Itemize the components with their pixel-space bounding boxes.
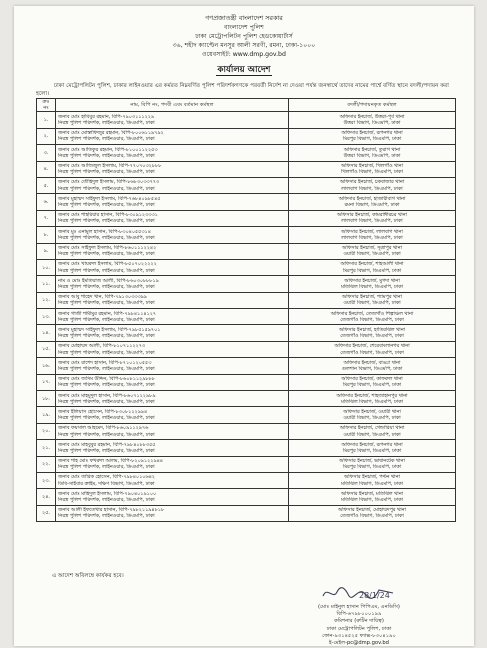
posting-division: মতিঝিল বিভাগ, ডিএমপি, ঢাকা	[341, 497, 403, 504]
table-row	[37, 292, 456, 308]
table-row	[37, 194, 456, 210]
row-officer	[56, 423, 289, 439]
row-new-posting	[289, 227, 456, 243]
table-row	[37, 276, 456, 292]
officer-current-post: নিরস্ত্র পুলিশ পরিদর্শক, লাইনওয়ার, ডিএমপি, ঢাকা	[58, 365, 155, 372]
officer-name: জনাব মোঃ আজিজুল ইসলাম, বিপি-৭৭০৭০৩২৮৮৮	[58, 163, 162, 170]
row-officer	[56, 374, 289, 390]
row-new-posting	[289, 325, 456, 341]
posting-station: অফিসার ইনচার্জ, ওয়ারী থানা	[343, 408, 401, 415]
row-serial: ১৫.	[37, 341, 56, 357]
intro-paragraph: ঢাকা মেট্রোপলিটন পুলিশ, ঢাকার লাইনওয়ার এর কর্মরত নিম্নবর্ণিত পুলিশ পরিদর্শকগণকে পরবর্তী নির্দেশ না দেওয়া পর্যন্ত জনস্বার্থে তাদের নামের পার্শ্বে বর্ণিত স্থানে বদলী/পদায়ন করা হলো।	[36, 83, 449, 97]
address-line: ৩৬, শহীদ ক্যাপ্টেন মনসুর আলী সরণী, রমনা, ঢাকা-১০০০	[172, 42, 316, 49]
row-new-posting	[289, 489, 456, 505]
table-row	[37, 259, 456, 275]
posting-station: অফিসার ইনচার্জ, খিলগাঁও থানা	[340, 163, 404, 170]
row-serial: ১৬.	[37, 358, 56, 374]
posting-division: খিলগাঁও বিভাগ, ডিএমপি, ঢাকা	[341, 169, 403, 176]
row-officer	[56, 325, 289, 341]
officer-name: জনাব মোঃ হাবিবুর রহমান, বিপি-৭৯০৩১১১২২৯	[58, 113, 155, 120]
signature-image	[319, 584, 399, 604]
col-serial: ক্রঃ নং	[37, 99, 56, 112]
row-new-posting	[289, 194, 456, 210]
row-officer	[56, 128, 289, 144]
row-officer	[56, 407, 289, 423]
signatory-bp: বিপি-৬৭৯৮০০০১৯৯	[336, 611, 382, 618]
table-body	[37, 112, 456, 522]
signature-block	[284, 584, 434, 647]
posting-station: অফিসার ইনচার্জ, হাজারীবাগ থানা	[338, 195, 406, 202]
officer-name: জনাব মোঃ তৌহিদুল ইসলাম, বিপি-৮৬৮৩০৩৩৭৭৩	[58, 179, 160, 186]
row-new-posting	[289, 407, 456, 423]
row-serial: ৮.	[37, 227, 56, 243]
officer-current-post: নিরস্ত্র পুলিশ পরিদর্শক, লাইনওয়ার, ডিএমপি, ঢাকা	[58, 415, 155, 422]
row-serial: ৯.	[37, 243, 56, 259]
officer-current-post: নিরস্ত্র পুলিশ পরিদর্শক, লাইনওয়ার, ডিএমপি, ঢাকা	[58, 251, 155, 258]
posting-division: রমনা বিভাগ, ডিএমপি, ঢাকা	[344, 202, 400, 209]
posting-division: গুলশান বিভাগ, ডিএমপি, ঢাকা	[341, 365, 403, 372]
officer-current-post: নিরস্ত্র পুলিশ পরিদর্শক, লাইনওয়ার, ডিএমপি, ঢাকা	[58, 447, 155, 454]
posting-division: মিরপুর বিভাগ, ডিএমপি, ঢাকা	[342, 447, 402, 454]
officer-current-post: নিরস্ত্র পুলিশ পরিদর্শক, লাইনওয়ার, ডিএমপি, ঢাকা	[58, 284, 155, 290]
posting-station: অফিসার ইনচার্জ, শাহজাহানপুর থানা	[336, 392, 408, 399]
row-officer	[56, 227, 289, 243]
posting-division: মিরপুর বিভাগ, ডিএমপি, ঢাকা	[342, 267, 402, 274]
posting-station: অফিসার ইনচার্জ, লালবাগ থানা	[341, 228, 403, 235]
officer-current-post: নিরস্ত্র পুলিশ পরিদর্শক, লাইনওয়ার, ডিএমপি, ঢাকা	[58, 382, 155, 389]
table-header-row	[37, 99, 456, 112]
signatory-phone: ফোন-৯৩১৪৫২৫ ফ্যাক্স-৮৩০৪১৯০	[322, 632, 396, 639]
officer-name: জনাব ফয়সাল আহমেদ, বিপি-৮৬০৯১১২৯৭৬	[58, 425, 149, 432]
officer-name: জনাব শাহ মোঃ ফখরুল আলম, বিপি-৮২০৯১২২৯৪৪	[58, 458, 163, 465]
row-serial: ২৪.	[37, 489, 56, 505]
posting-division: তেজগাঁও বিভাগ, ডিএমপি, ঢাকা	[340, 316, 404, 323]
posting-station: অফিসার ইনচার্জ, গেন্ডারিয়া থানা	[339, 425, 405, 432]
row-new-posting	[289, 276, 456, 292]
row-officer	[56, 440, 289, 456]
table-row	[37, 505, 456, 521]
row-officer	[56, 161, 289, 177]
police-line: বাংলাদেশ পুলিশ	[224, 24, 264, 31]
posting-station: অফিসার ইনচার্জ, বাড্ডা থানা	[343, 359, 401, 366]
posting-station: অফিসার ইনচার্জ, সূত্রাপুর থানা	[342, 245, 402, 252]
order-title: কার্যালয় আদেশ	[217, 65, 271, 75]
row-serial: ১৩.	[37, 309, 56, 325]
posting-station: অফিসার ইনচার্জ, রূপনগর থানা	[341, 441, 403, 448]
posting-division: লালবাগ বিভাগ, ডিএমপি, ঢাকা	[341, 234, 403, 241]
officer-current-post: নিরস্ত্র পুলিশ পরিদর্শক, লাইনওয়ার, ডিএমপি, ঢাকা	[58, 202, 155, 209]
row-officer	[56, 309, 289, 325]
table-row	[37, 407, 456, 423]
posting-division: মতিঝিল বিভাগ, ডিএমপি, ঢাকা	[341, 480, 403, 487]
officer-name: জনাব মোঃ রাশেদ হাসান, বিপি-৮৭১০১২০৫৫৩	[58, 359, 152, 366]
row-new-posting	[289, 391, 456, 407]
posting-station: অফিসার ইনচার্জ, উত্তরা-পূর্ব থানা	[339, 113, 405, 120]
officer-name: জনাব মোঃ মাহমুদুল হাসান, বিপি-৮৬০৭১২২৯৮৯	[58, 392, 156, 399]
table-row	[37, 161, 456, 177]
table-row	[37, 177, 456, 193]
posting-division: মতিঝিল বিভাগ, ডিএমপি, ঢাকা	[341, 398, 403, 405]
officer-name: জনাব মুহাম্মদ সাইফুল ইসলাম, বিপি-৭৬৮৪০৯৮৫৪৫	[58, 195, 161, 202]
officer-current-post: নিরস্ত্র পুলিশ পরিদর্শক, লাইনওয়ার, ডিএমপি, ঢাকা	[58, 398, 155, 405]
row-new-posting	[289, 473, 456, 489]
row-officer	[56, 391, 289, 407]
row-new-posting	[289, 112, 456, 128]
row-officer	[56, 145, 289, 161]
officer-name: জনাব মোহাম্মদ আলী, বিপি-৮১০৭১১২২৭৩	[58, 343, 146, 350]
website-line: ওয়েবসাইট: www.dmp.gov.bd	[202, 51, 286, 58]
posting-division: তেজগাঁও বিভাগ, ডিএমপি, ঢাকা	[340, 513, 404, 520]
posting-division: ওয়ারী বিভাগ, ডিএমপি, ঢাকা	[343, 431, 401, 438]
posting-station: অফিসার ইনচার্জ, কাফরুল থানা	[341, 376, 403, 383]
row-new-posting	[289, 374, 456, 390]
row-serial: ৪.	[37, 161, 56, 177]
signatory-designation: কমিশনার (রুটিন দায়িত্ব)	[334, 618, 384, 625]
officer-current-post: নিরস্ত্র পুলিশ পরিদর্শক, লাইনওয়ার, ডিএমপি, ঢাকা	[58, 349, 155, 356]
officer-name: জনাব আলী ইফতেখার হাসান, বিপি-৭৯৮২১১৯৪৮১৮	[58, 507, 165, 514]
officer-name: জনাব গাজী শামীমুর রহমান, বিপি-৭৯৮৪১১৪১২৭	[58, 310, 157, 317]
table-row	[37, 227, 456, 243]
row-officer	[56, 276, 289, 292]
posting-station: অফিসার ইনচার্জ, শাহআলী থানা	[340, 261, 404, 268]
row-new-posting	[289, 309, 456, 325]
table-row	[37, 341, 456, 357]
posting-division: লালবাগ বিভাগ, ডিএমপি, ঢাকা	[341, 218, 403, 225]
officer-current-post: নিরস্ত্র পুলিশ পরিদর্শক, লাইনওয়ার, ডিএমপি, ঢাকা	[58, 136, 155, 143]
row-officer	[56, 473, 289, 489]
posting-station: অফিসার ইনচার্জ, শেরেবাংলানগর থানা	[334, 343, 410, 350]
signature-date: 28/1/24	[359, 591, 390, 600]
row-new-posting	[289, 177, 456, 193]
hq-line: ঢাকা মেট্রোপলিটন পুলিশ হেডকোয়ার্টার্স	[195, 33, 293, 40]
row-officer	[56, 505, 289, 521]
officer-name: জনাব মোঃ মাহিদুল ইসলাম, বিপি-৭৯০৪০১৯১০০	[58, 490, 157, 497]
officer-name: নাম ও মোঃ ইমতিয়াজ আলী, বিপি-৮৬০৩০৮৮৮১৯	[58, 277, 159, 284]
signatory-email: ই-মেইল-pc@dmp.gov.bd	[329, 640, 389, 647]
posting-station: অফিসার ইনচার্জ, ভাষানটেক থানা	[339, 458, 405, 465]
officer-current-post: নিরস্ত্র পুলিশ পরিদর্শক, লাইনওয়ার, ডিএমপি, ঢাকা	[58, 267, 155, 274]
posting-division: মিরপুর বিভাগ, ডিএমপি, ঢাকা	[342, 464, 402, 471]
officer-current-post: নিরস্ত্র পুলিশ পরিদর্শক, লাইনওয়ার, ডিএমপি, ঢাকা	[58, 464, 155, 471]
row-serial: ১৯.	[37, 407, 56, 423]
row-serial: ২৫.	[37, 505, 56, 521]
row-officer	[56, 292, 289, 308]
row-officer	[56, 259, 289, 275]
row-serial: ১০.	[37, 259, 56, 275]
row-new-posting	[289, 456, 456, 472]
row-serial: ৭.	[37, 210, 56, 226]
row-serial: ১.	[37, 112, 56, 128]
table-row	[37, 112, 456, 128]
officer-current-post: ডিবি-সাইবার ক্রাইম, দক্ষিণ বিভাগ, ডিএমপি, ঢাকা	[58, 480, 155, 487]
row-new-posting	[289, 259, 456, 275]
table-row	[37, 128, 456, 144]
posting-division: মিরপুর বিভাগ, ডিএমপি, ঢাকা	[342, 382, 402, 389]
row-serial: ২১.	[37, 440, 56, 456]
row-serial: ২৩.	[37, 473, 56, 489]
posting-station: অফিসার ইনচার্জ, রূপনগর থানা	[341, 130, 403, 137]
col-name: নাম, বিপি নং, পদবী এবং বর্তমান কর্মস্থল	[56, 99, 289, 112]
officer-name: জনাব মোঃ শাহরিয়ার হাসান, বিপি-৮৩০৯১২৩৩৩১	[58, 212, 158, 219]
table-row	[37, 423, 456, 439]
table-row	[37, 440, 456, 456]
officer-current-post: নিরস্ত্র পুলিশ পরিদর্শক, লাইনওয়ার, ডিএমপি, ঢাকা	[58, 300, 155, 307]
posting-division: উত্তরা বিভাগ, ডিএমপি, ঢাকা	[343, 152, 401, 159]
row-new-posting	[289, 358, 456, 374]
officer-name: জনাব মোঃ তারিক হোসেন, বিপি-৭৯৮৪০১০৬৪২	[58, 474, 155, 481]
footer-note: এ আদেশ অবিলম্বে কার্যকর হবে।	[52, 573, 124, 579]
document-page	[14, 6, 474, 646]
row-new-posting	[289, 292, 456, 308]
posting-station: অফিসার ইনচার্জ, চকবাজার থানা	[339, 179, 405, 186]
officer-current-post: নিরস্ত্র পুলিশ পরিদর্শক, লাইনওয়ার, ডিএমপি, ঢাকা	[58, 513, 155, 520]
posting-station: অফিসার ইনচার্জ, তুরাগ থানা	[343, 146, 401, 153]
posting-division: ওয়ারী বিভাগ, ডিএমপি, ঢাকা	[343, 300, 401, 307]
row-new-posting	[289, 128, 456, 144]
row-officer	[56, 341, 289, 357]
officer-current-post: নিরস্ত্র পুলিশ পরিদর্শক, লাইনওয়ার, ডিএমপি, ঢাকা	[58, 316, 155, 323]
row-new-posting	[289, 243, 456, 259]
row-serial: ১২.	[37, 292, 56, 308]
govt-line: গণপ্রজাতন্ত্রী বাংলাদেশ সরকার	[205, 14, 283, 22]
table-row	[37, 210, 456, 226]
posting-station: অফিসার ইনচার্জ, শ্যামপুর থানা	[341, 294, 403, 301]
officer-name: জনাব মোঃ মাহবুবুর রহমান, বিপি-৭৯৮৪০৮৮৩৫৫	[58, 441, 156, 448]
table-row	[37, 145, 456, 161]
row-new-posting	[289, 505, 456, 521]
officer-current-post: নিরস্ত্র পুলিশ পরিদর্শক, লাইনওয়ার, ডিএমপি, ঢাকা	[58, 185, 155, 192]
officer-current-post: নিরস্ত্র পুলিশ পরিদর্শক, লাইনওয়ার, ডিএমপি, ঢাকা	[58, 152, 155, 159]
table-row	[37, 309, 456, 325]
officer-name: জনাব আবু শাহেদ খান, বিপি-৭৯১৩০৩৩৩৯৯	[58, 294, 147, 301]
officer-current-post: নিরস্ত্র পুলিশ পরিদর্শক, লাইনওয়ার, ডিএমপি, ঢাকা	[58, 218, 155, 225]
posting-division: ওয়ারী বিভাগ, ডিএমপি, ঢাকা	[343, 415, 401, 422]
posting-station: অফিসার ইনচার্জ, কামরাঙ্গীরচর থানা	[337, 212, 407, 219]
posting-division: মিরপুর বিভাগ, ডিএমপি, ঢাকা	[342, 136, 402, 143]
posting-station: অফিসার ইনচার্জ, পল্টন থানা	[344, 474, 400, 481]
table-row	[37, 325, 456, 341]
col-posting: বদলী/পদায়নকৃত কর্মস্থল	[289, 99, 456, 112]
posting-division: লালবাগ বিভাগ, ডিএমপি, ঢাকা	[341, 185, 403, 192]
transfer-table	[36, 98, 456, 522]
officer-name: জনাব মোঃ মোস্তাফিজুর রহমান, বিপি-৮০০৬১১৯৭৯২	[58, 130, 164, 137]
officer-name: জনাব ইলিয়াস হোসেন, বিপি-৮৩০৮১২২৯৯৪	[58, 408, 148, 415]
posting-division: মতিঝিল বিভাগ, ডিএমপি, ঢাকা	[341, 284, 403, 290]
table-row	[37, 489, 456, 505]
posting-division: তেজগাঁও বিভাগ, ডিএমপি, ঢাকা	[340, 349, 404, 356]
row-serial: ১৪.	[37, 325, 56, 341]
table-row	[37, 358, 456, 374]
officer-current-post: নিরস্ত্র পুলিশ পরিদর্শক, লাইনওয়ার, ডিএমপি, ঢাকা	[58, 497, 155, 504]
officer-name: জনাব মোঃ জসিম উদ্দিন, বিপি-৮৬০৮১১২৯৮৮৮	[58, 376, 155, 383]
table-row	[37, 473, 456, 489]
row-new-posting	[289, 161, 456, 177]
row-new-posting	[289, 341, 456, 357]
posting-station: অফিসার ইনচার্জ, মতিঝিল থানা	[340, 490, 404, 497]
table-row	[37, 391, 456, 407]
row-officer	[56, 177, 289, 193]
row-serial: ৬.	[37, 194, 56, 210]
posting-division: উত্তরা বিভাগ, ডিএমপি, ঢাকা	[343, 120, 401, 127]
officer-current-post: নিরস্ত্র পুলিশ পরিদর্শক, লাইনওয়ার, ডিএমপি, ঢাকা	[58, 120, 155, 127]
posting-station: অফিসার ইনচার্জ, তেজগাঁও শিল্পাঞ্চল থানা	[330, 310, 414, 317]
row-officer	[56, 489, 289, 505]
officer-name: জনাব মুহাম্মদ সাইফুল ইসলাম, বিপি-৭৯৮৫১৫৯৭০১	[58, 326, 161, 333]
table-row	[37, 374, 456, 390]
row-serial: ২০.	[37, 423, 56, 439]
row-serial: ১১.	[37, 276, 56, 292]
row-officer	[56, 194, 289, 210]
signatory-name: (মোঃ মাইনুল হাসান পিপিএম, এনডিসি)	[318, 604, 400, 610]
row-officer	[56, 112, 289, 128]
posting-station: অফিসার ইনচার্জ, মুগদা থানা	[344, 277, 400, 284]
row-serial: ২.	[37, 128, 56, 144]
officer-current-post: নিরস্ত্র পুলিশ পরিদর্শক, লাইনওয়ার, ডিএমপি, ঢাকা	[58, 169, 155, 176]
row-new-posting	[289, 440, 456, 456]
row-officer	[56, 243, 289, 259]
posting-division: তেজগাঁও বিভাগ, ডিএমপি, ঢাকা	[340, 333, 404, 340]
posting-station: অফিসার ইনচার্জ, মোহাম্মদপুর থানা	[338, 507, 406, 514]
row-serial: ১৮.	[37, 391, 56, 407]
letterhead	[14, 14, 474, 59]
officer-name: জনাব মোঃ খায়রুল ইসলাম, বিপি-৮৫০৭০২২২২২	[58, 261, 157, 268]
posting-division: ওয়ারী বিভাগ, ডিএমপি, ঢাকা	[343, 251, 401, 258]
row-officer	[56, 358, 289, 374]
row-serial: ১৭.	[37, 374, 56, 390]
row-officer	[56, 210, 289, 226]
officer-name: জনাব মোঃ আতিকুর রহমান, বিপি-৮১০০১১২২৫৩	[58, 146, 158, 153]
row-new-posting	[289, 145, 456, 161]
officer-name: জনাব মুঃ এনামুল হাসান, বিপি-৮৩০৪০৫৫৩১৪	[58, 228, 151, 235]
row-new-posting	[289, 423, 456, 439]
row-serial: ৫.	[37, 177, 56, 193]
row-serial: ৩.	[37, 145, 56, 161]
row-officer	[56, 456, 289, 472]
officer-name: জনাব মোঃ সাইফুল ইসলাম, বিপি-৮৬০১১১২২৪২	[58, 245, 157, 252]
officer-current-post: নিরস্ত্র পুলিশ পরিদর্শক, লাইনওয়ার, ডিএমপি, ঢাকা	[58, 431, 155, 438]
table-row	[37, 243, 456, 259]
row-serial: ২২.	[37, 456, 56, 472]
table-row	[37, 456, 456, 472]
signatory-office: ঢাকা মেট্রোপলিটন পুলিশ, ঢাকা	[326, 625, 392, 632]
officer-current-post: নিরস্ত্র পুলিশ পরিদর্শক, লাইনওয়ার, ডিএমপি, ঢাকা	[58, 234, 155, 241]
posting-station: অফিসার ইনচার্জ, হাতিরঝিল থানা	[338, 326, 406, 333]
officer-current-post: নিরস্ত্র পুলিশ পরিদর্শক, লাইনওয়ার, ডিএমপি, ঢাকা	[58, 333, 155, 340]
row-new-posting	[289, 210, 456, 226]
